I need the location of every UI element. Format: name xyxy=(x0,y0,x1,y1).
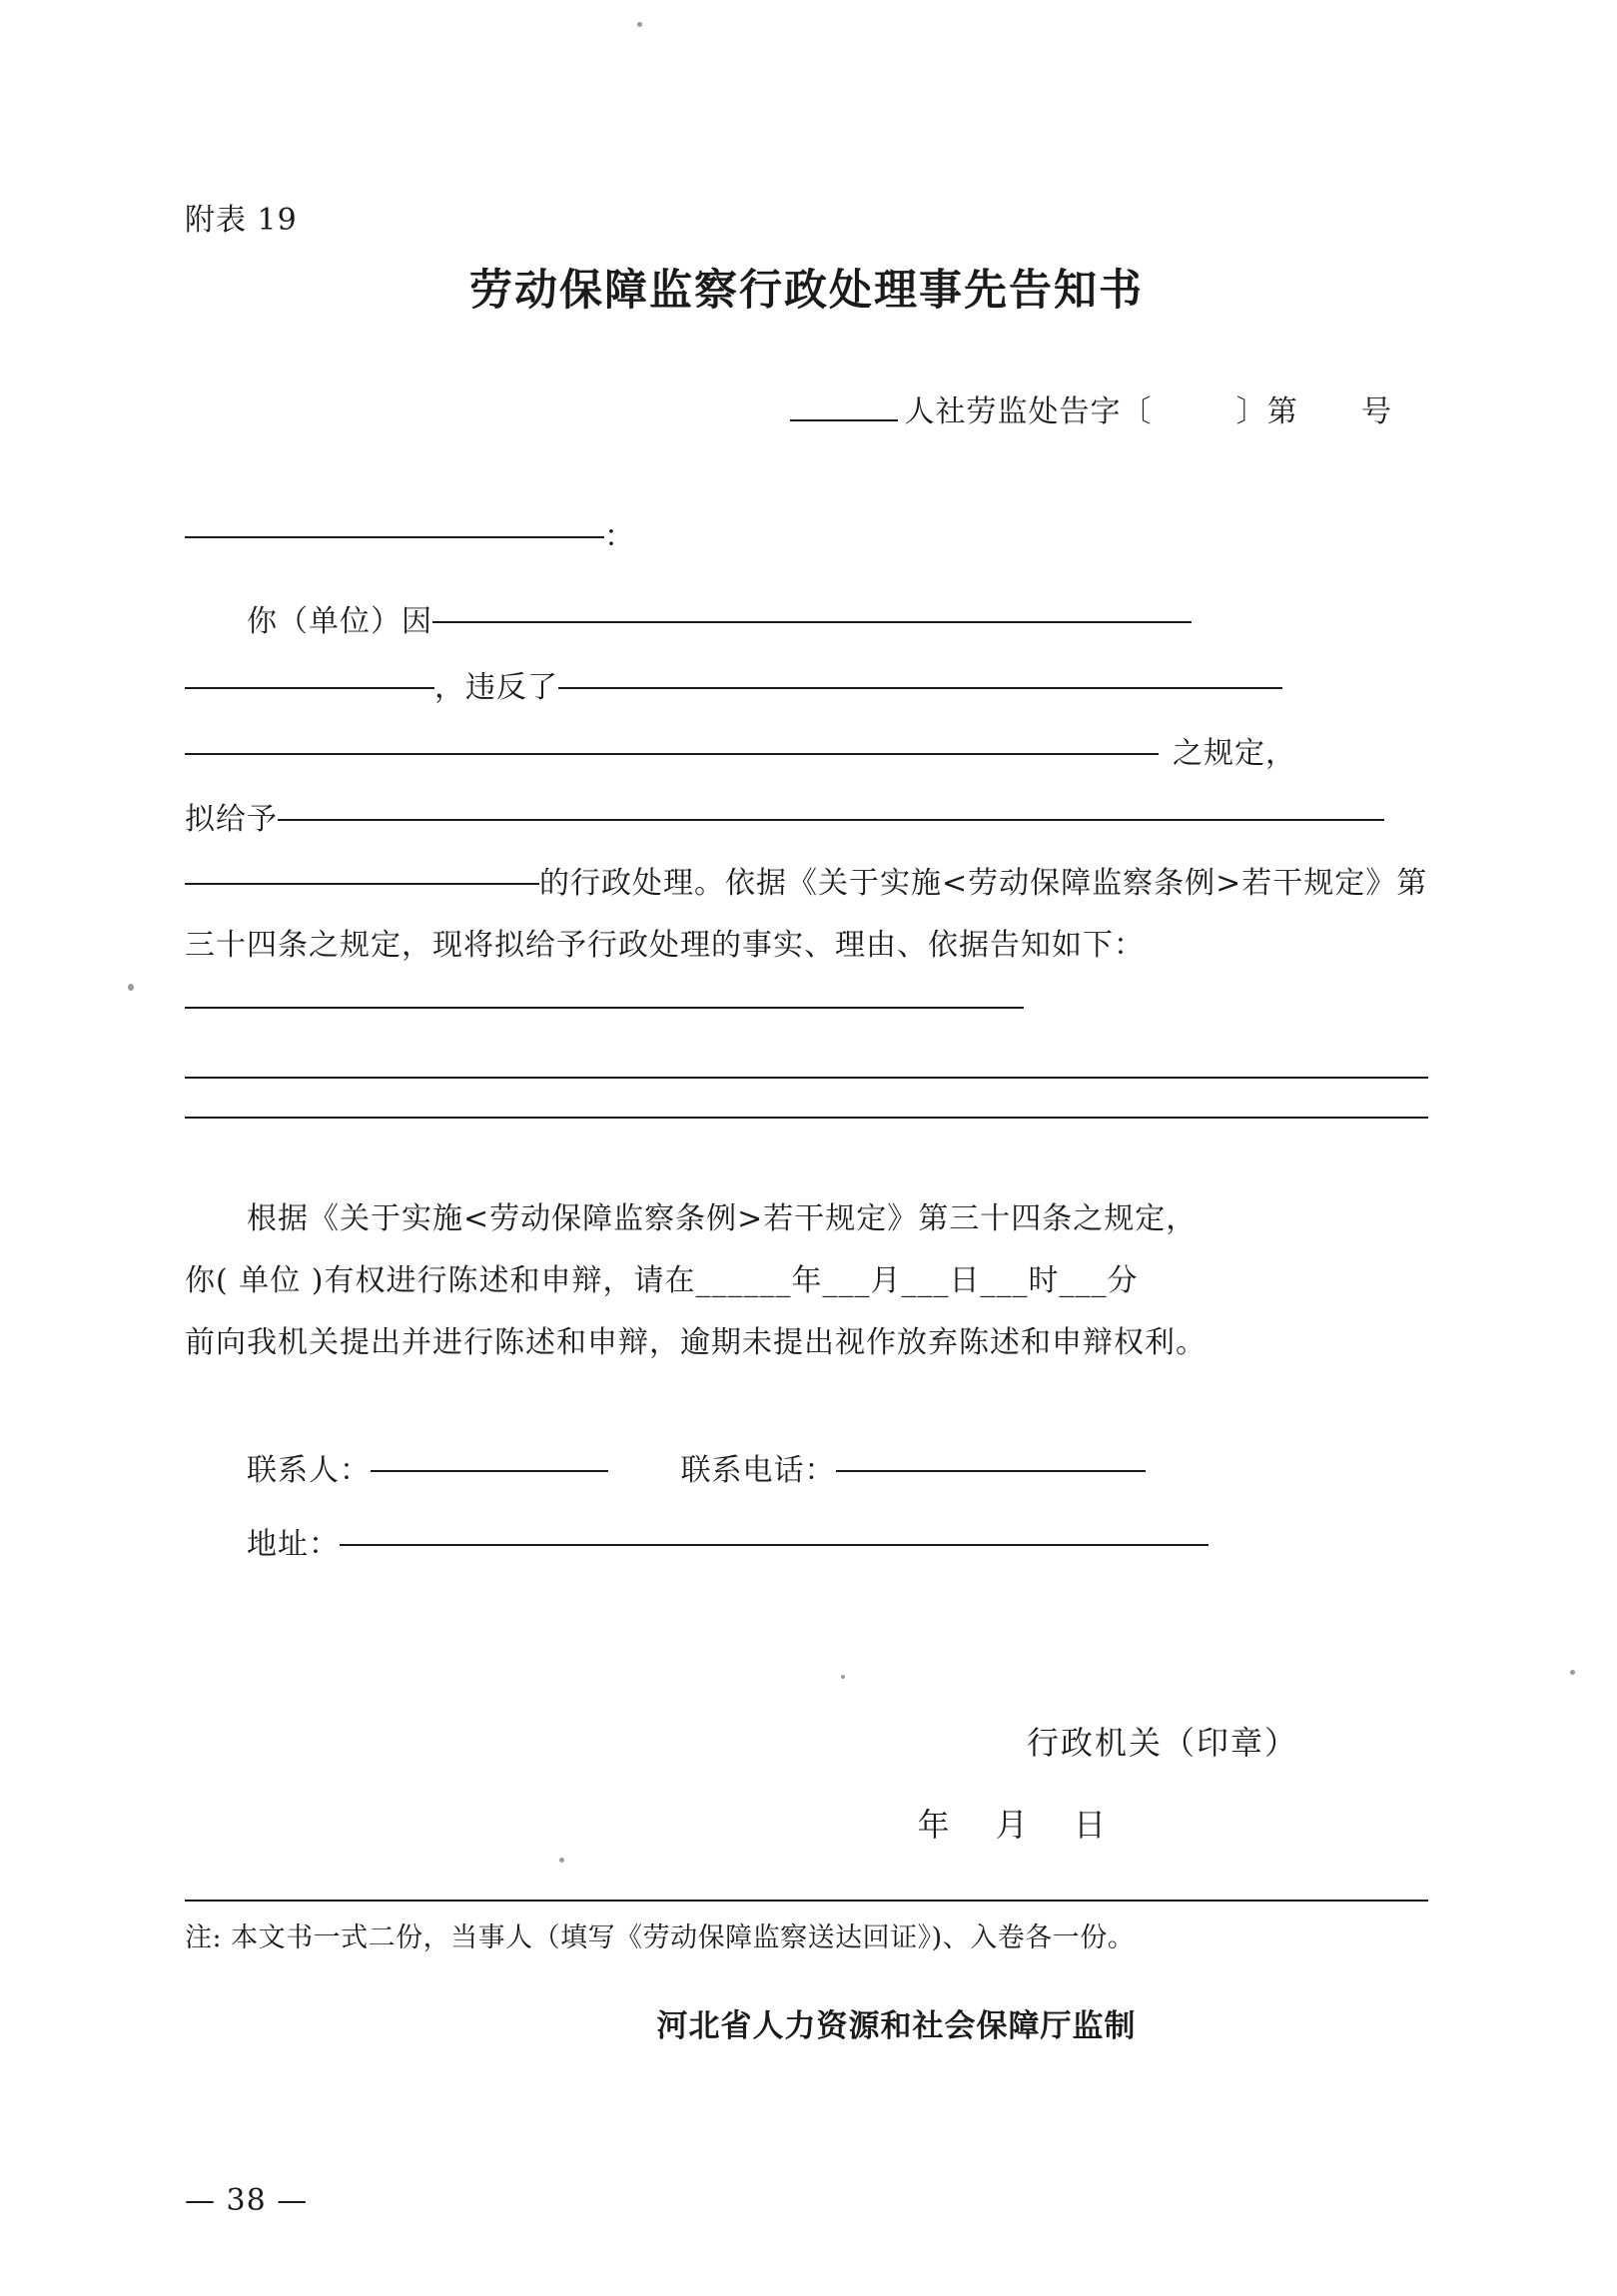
statement-paragraph xyxy=(185,1188,1428,1374)
contact-row xyxy=(185,1434,1428,1508)
contact-person-blank xyxy=(371,1469,608,1472)
penalty-blank-1 xyxy=(278,818,1384,821)
reason-label: 你（单位）因 xyxy=(247,604,432,639)
footer-note: 注: 本文书一式二份，当事人（填写《劳动保障监察送达回证》)、入卷各一份。 xyxy=(185,1922,1136,1953)
address-label: 地址： xyxy=(247,1527,340,1562)
scan-speck xyxy=(637,22,642,27)
violation-line xyxy=(185,655,1428,721)
violation-blank xyxy=(558,686,1282,689)
agency-seal-label: 行政机关（印章） xyxy=(1026,1724,1298,1762)
recipient-line xyxy=(185,511,1428,555)
facts-blank-1 xyxy=(185,1006,1024,1009)
regulation-line xyxy=(185,721,1428,787)
address-row xyxy=(185,1508,1428,1582)
contact-person-label: 联系人： xyxy=(247,1453,371,1488)
issuer-label: 河北省人力资源和社会保障厅监制 xyxy=(656,2008,1137,2044)
signature-date-label: 年 月 日 xyxy=(917,1806,1124,1844)
reason-blank-2 xyxy=(185,686,434,689)
reason-blank-1 xyxy=(432,620,1192,623)
scan-speck xyxy=(1570,1670,1575,1675)
address-blank xyxy=(340,1543,1209,1546)
regulation-blank xyxy=(185,752,1159,755)
contact-phone-blank xyxy=(836,1469,1146,1472)
facts-blank-2 xyxy=(185,1077,1428,1079)
contact-block xyxy=(185,1434,1428,1582)
contact-phone-label: 联系电话： xyxy=(680,1453,836,1488)
statement-line-2: 你( 单位 )有权进行陈述和申辩，请在______年___月___日___时___分 xyxy=(185,1263,1139,1298)
statement-line-3: 前向我机关提出并进行陈述和申辩，逾期未提出视作放弃陈述和申辩权利。 xyxy=(185,1325,1207,1360)
footer-divider xyxy=(185,1900,1428,1902)
scan-speck xyxy=(128,984,134,991)
violation-label: ，违反了 xyxy=(434,670,558,705)
document-number-line xyxy=(185,352,1428,465)
recipient-colon: ： xyxy=(604,519,634,554)
page-number: — 38 — xyxy=(185,2183,309,2218)
page-title: 劳动保障监察行政处理事先告知书 xyxy=(469,266,1144,316)
body-paragraph-text: 的行政处理。依据《关于实施<劳动保障监察条例>若干规定》第三十四条之规定，现将拟给予行政处理的事实、理由、依据告知如下： xyxy=(185,866,1428,963)
attachment-number: 附表 19 xyxy=(185,203,298,238)
body-paragraph xyxy=(185,853,1428,1039)
document-content xyxy=(185,195,1428,2045)
penalty-label: 拟给予 xyxy=(185,802,278,837)
recipient-blank xyxy=(185,535,604,538)
doc-number-prefix-blank xyxy=(790,418,898,421)
statement-line-1: 根据《关于实施<劳动保障监察条例>若干规定》第三十四条之规定， xyxy=(247,1201,1198,1236)
regulation-label: 之规定， xyxy=(1173,736,1296,771)
penalty-line xyxy=(185,787,1428,853)
reason-line-1 xyxy=(185,589,1428,655)
doc-number-text: 人社劳监处告字〔 〕第 号 xyxy=(904,394,1392,429)
facts-blank-3 xyxy=(185,1117,1428,1119)
signature-block xyxy=(185,1702,1428,1866)
penalty-blank-2 xyxy=(185,882,539,885)
